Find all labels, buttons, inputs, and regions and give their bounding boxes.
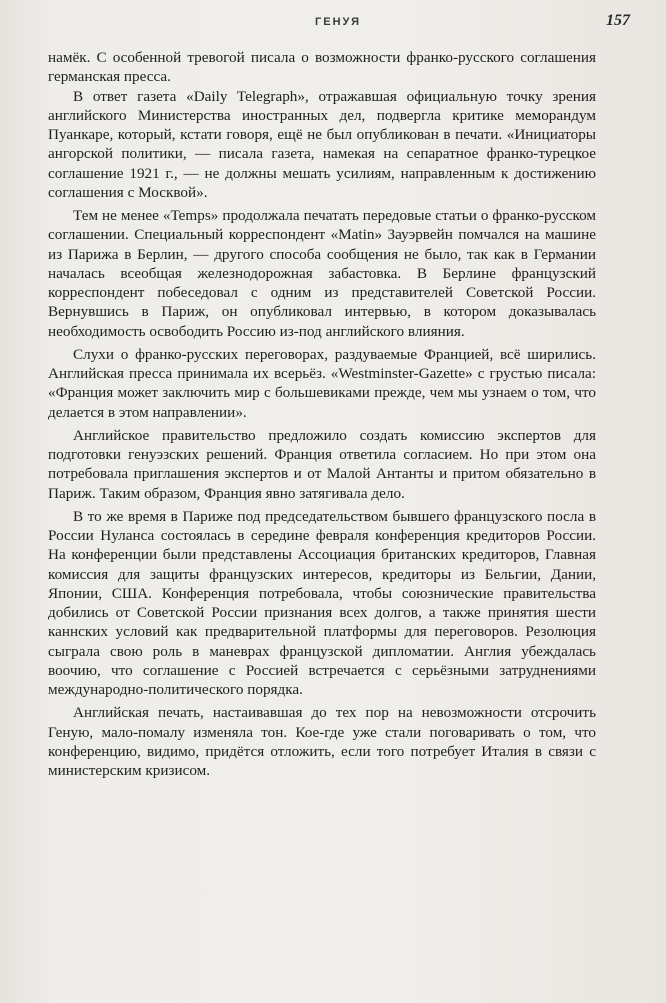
paragraph-6: В то же время в Париже под председательством бывшего французского посла в России Нуланса состоялась в середине февраля конференция кредиторов России. На конференции были представлены Ассоциация британских кредиторов, Главная комиссия для защиты французских интересов, кредиторы из Бельгии, Дании, Японии, США. Конференция потребовала, чтобы союзнические правительства добились от Советской России признания всех долгов, а также принятия шести каннских условий как предварительной платформы для переговоров. Резолюция сыграла свою роль в маневрах французской дипломатии. Англия убеждалась воочию, что соглашение с Россией встречается с серьёзными затруднениями международно-политического порядка.	[48, 507, 596, 698]
paragraph-1: намёк. С особенной тревогой писала о возможности франко-русского соглашения германская пресса.	[48, 49, 596, 86]
paragraph-7: Английская печать, настаивавшая до тех пор на невозможности отсрочить Геную, мало-помалу изменяла тон. Кое-где уже стали поговаривать о том, что конференцию, видимо, придётся отложить, если того потребует Италия в связи с министерским кризисом.	[48, 704, 596, 779]
paragraph-3: Тем не менее «Temps» продолжала печатать передовые статьи о франко-русском соглашении. Специальный корреспондент «Matin» Зауэрвейн помчался на машине из Парижа в Берлин, — другого способа сообщения не было, так как в Германии началась всеобщая железнодорожная забастовка. В Берлине французский корреспондент побеседовал с одним из представителей Советской России. Вернувшись в Париж, он опубликовал интервью, в котором доказывалась необходимость освободить Россию из-под английского влияния.	[48, 207, 596, 340]
paragraph-4: Слухи о франко-русских переговорах, раздуваемые Францией, всё ширились. Английская пресса принимала их всерьёз. «Westminster-Gazette» с грустью писала: «Франция может заключить мир с большевиками прежде, чем мы узнаем о том, что делается в этом направлении».	[48, 345, 596, 421]
running-title: ГЕНУЯ	[315, 16, 361, 28]
paragraph-5: Английское правительство предложило создать комиссию экспертов для подготовки генуэзских решений. Франция ответила согласием. Но при этом она потребовала приглашения экспертов и от Малой Антанты и притом обязательно в Париж. Таким образом, Франция явно затягивала дело.	[48, 426, 596, 502]
page-number: 157	[606, 12, 630, 29]
text-body	[48, 48, 596, 780]
paragraph-2: В ответ газета «Daily Telegraph», отражавшая официальную точку зрения английского Министерства иностранных дел, подвергла критике меморандум Пуанкаре, который, кстати говоря, ещё не был опубликован в печати. «Инициаторы ангорской политики, — писала газета, намекая на сепаратное франко-турецкое соглашение 1921 г., — не должны мешать усилиям, направленным к достижению соглашения с Москвой».	[48, 87, 596, 201]
running-head	[40, 10, 636, 36]
